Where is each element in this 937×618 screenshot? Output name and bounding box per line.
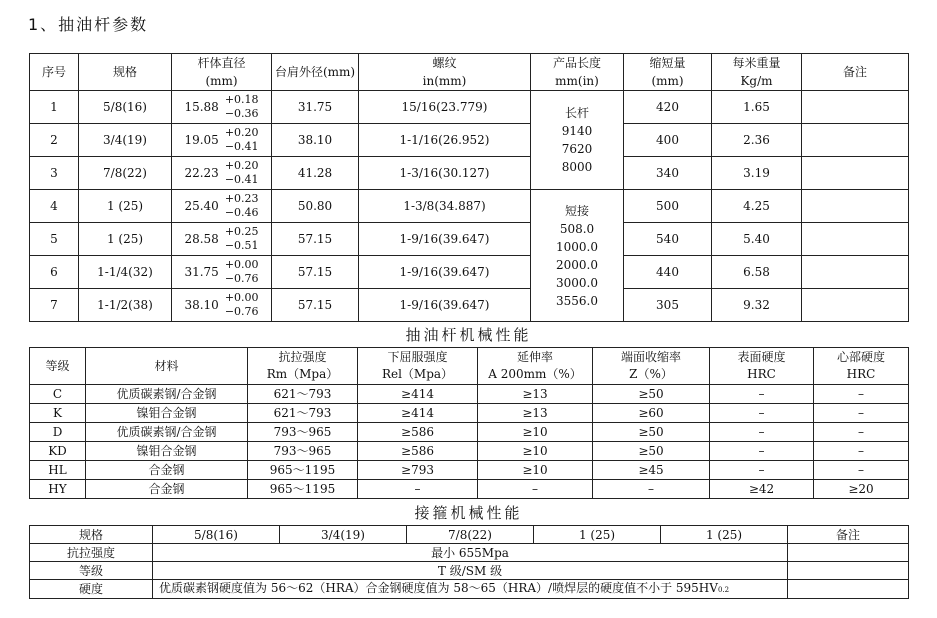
spec-label: 规格 bbox=[30, 526, 153, 544]
table-row bbox=[30, 544, 909, 562]
coupling-props-table bbox=[29, 525, 909, 599]
cell-reduction: ≥50 bbox=[593, 442, 710, 461]
cell-tensile: 621～793 bbox=[248, 404, 358, 423]
cell-length-long: 长杆 9140 7620 8000 bbox=[531, 91, 624, 190]
cell-yield: ≥586 bbox=[358, 423, 478, 442]
cell-note bbox=[802, 124, 909, 157]
cell-surface-hardness: – bbox=[710, 423, 814, 442]
cell-spec: 3/4(19) bbox=[79, 124, 172, 157]
cell-thread: 1-9/16(39.647) bbox=[359, 289, 531, 322]
cell-thread: 1-9/16(39.647) bbox=[359, 256, 531, 289]
cell-spec: 1 (25) bbox=[79, 190, 172, 223]
cell-tensile: 621～793 bbox=[248, 385, 358, 404]
table-row bbox=[30, 442, 909, 461]
cell-core-hardness: – bbox=[814, 385, 909, 404]
cell-material: 优质碳素钢/合金钢 bbox=[86, 385, 248, 404]
header-surface-hardness: 表面硬度 HRC bbox=[710, 348, 814, 385]
cell-grade: HY bbox=[30, 480, 86, 499]
cell-weight: 5.40 bbox=[712, 223, 802, 256]
table-row bbox=[30, 91, 909, 124]
cell-note bbox=[802, 289, 909, 322]
cell-tensile: 965～1195 bbox=[248, 480, 358, 499]
cell-elongation: – bbox=[478, 480, 593, 499]
cell-shoulder: 50.80 bbox=[272, 190, 359, 223]
cell-shortening: 400 bbox=[624, 124, 712, 157]
cell-thread: 1-3/8(34.887) bbox=[359, 190, 531, 223]
header-material: 材料 bbox=[86, 348, 248, 385]
cell-note bbox=[802, 91, 909, 124]
coupling-table-title: 接箍机械性能 bbox=[414, 504, 523, 522]
table-row bbox=[30, 461, 909, 480]
table-row bbox=[30, 385, 909, 404]
cell-note bbox=[802, 157, 909, 190]
cell-spec: 5/8(16) bbox=[79, 91, 172, 124]
cell-weight: 2.36 bbox=[712, 124, 802, 157]
cell-weight: 4.25 bbox=[712, 190, 802, 223]
mech-table-title: 抽油杆机械性能 bbox=[405, 326, 532, 344]
cell-thread: 1-9/16(39.647) bbox=[359, 223, 531, 256]
cell-body-diameter: 25.40 +0.23 −0.46 bbox=[172, 190, 272, 223]
table-row bbox=[30, 124, 909, 157]
cell-weight: 9.32 bbox=[712, 289, 802, 322]
cell-shortening: 440 bbox=[624, 256, 712, 289]
note-label: 备注 bbox=[788, 526, 909, 544]
cell-elongation: ≥13 bbox=[478, 404, 593, 423]
cell-grade: KD bbox=[30, 442, 86, 461]
cell-surface-hardness: – bbox=[710, 404, 814, 423]
cell-yield: ≥586 bbox=[358, 442, 478, 461]
table-header-row bbox=[30, 348, 909, 385]
header-spec: 规格 bbox=[79, 54, 172, 91]
header-no: 序号 bbox=[30, 54, 79, 91]
cell-body-diameter: 15.88 +0.18 −0.36 bbox=[172, 91, 272, 124]
cell-core-hardness: – bbox=[814, 442, 909, 461]
cell-reduction: ≥45 bbox=[593, 461, 710, 480]
cell-spec: 5/8(16) bbox=[153, 526, 280, 544]
cell-shortening: 500 bbox=[624, 190, 712, 223]
cell-shoulder: 57.15 bbox=[272, 256, 359, 289]
cell-yield: – bbox=[358, 480, 478, 499]
cell-shortening: 420 bbox=[624, 91, 712, 124]
cell-spec: 1 (25) bbox=[79, 223, 172, 256]
cell-body-diameter: 19.05 +0.20 −0.41 bbox=[172, 124, 272, 157]
cell-surface-hardness: ≥42 bbox=[710, 480, 814, 499]
cell-elongation: ≥10 bbox=[478, 461, 593, 480]
cell-body-diameter: 22.23 +0.20 −0.41 bbox=[172, 157, 272, 190]
header-thread: 螺纹 in(mm) bbox=[359, 54, 531, 91]
cell-shoulder: 57.15 bbox=[272, 223, 359, 256]
cell-shortening: 340 bbox=[624, 157, 712, 190]
hardness-value: 优质碳素钢硬度值为 56～62（HRA）合金钢硬度值为 58～65（HRA）/喷焊层的硬度值不小于 595HV0.2 bbox=[153, 580, 788, 599]
mech-props-table bbox=[29, 347, 909, 499]
cell-body-diameter: 31.75 +0.00 −0.76 bbox=[172, 256, 272, 289]
cell-material: 镍钼合金钢 bbox=[86, 442, 248, 461]
cell-core-hardness: ≥20 bbox=[814, 480, 909, 499]
cell-spec: 1 (25) bbox=[661, 526, 788, 544]
table-row bbox=[30, 256, 909, 289]
cell-note bbox=[802, 223, 909, 256]
cell-core-hardness: – bbox=[814, 423, 909, 442]
cell-spec: 7/8(22) bbox=[79, 157, 172, 190]
table-row bbox=[30, 423, 909, 442]
cell-material: 合金钢 bbox=[86, 480, 248, 499]
hardness-subscript: 0.2 bbox=[717, 586, 730, 594]
cell-no: 1 bbox=[30, 91, 79, 124]
cell-elongation: ≥10 bbox=[478, 423, 593, 442]
cell-weight: 1.65 bbox=[712, 91, 802, 124]
header-shortening: 缩短量 (mm) bbox=[624, 54, 712, 91]
cell-weight: 3.19 bbox=[712, 157, 802, 190]
cell-no: 2 bbox=[30, 124, 79, 157]
cell-no: 5 bbox=[30, 223, 79, 256]
cell-tensile: 793～965 bbox=[248, 442, 358, 461]
cell-shoulder: 57.15 bbox=[272, 289, 359, 322]
cell-thread: 1-1/16(26.952) bbox=[359, 124, 531, 157]
table-row bbox=[30, 480, 909, 499]
table-row bbox=[30, 289, 909, 322]
cell-shoulder: 41.28 bbox=[272, 157, 359, 190]
cell-no: 6 bbox=[30, 256, 79, 289]
cell-material: 合金钢 bbox=[86, 461, 248, 480]
header-note: 备注 bbox=[802, 54, 909, 91]
rod-params-table bbox=[29, 53, 909, 322]
cell-no: 7 bbox=[30, 289, 79, 322]
table-row bbox=[30, 223, 909, 256]
header-elongation: 延伸率 A 200mm（%） bbox=[478, 348, 593, 385]
cell-shortening: 305 bbox=[624, 289, 712, 322]
cell-shortening: 540 bbox=[624, 223, 712, 256]
cell-length-short: 短接 508.0 1000.0 2000.0 3000.0 3556.0 bbox=[531, 190, 624, 322]
cell-thread: 1-3/16(30.127) bbox=[359, 157, 531, 190]
cell-core-hardness: – bbox=[814, 461, 909, 480]
grade-value: T 级/SM 级 bbox=[153, 562, 788, 580]
cell-surface-hardness: – bbox=[710, 385, 814, 404]
cell-no: 3 bbox=[30, 157, 79, 190]
section-heading: 1、抽油杆参数 bbox=[28, 15, 149, 34]
cell-yield: ≥793 bbox=[358, 461, 478, 480]
cell-note bbox=[788, 562, 909, 580]
header-yield: 下屈服强度 Rel（Mpa） bbox=[358, 348, 478, 385]
cell-reduction: – bbox=[593, 480, 710, 499]
cell-tensile: 965～1195 bbox=[248, 461, 358, 480]
cell-reduction: ≥50 bbox=[593, 423, 710, 442]
cell-material: 优质碳素钢/合金钢 bbox=[86, 423, 248, 442]
cell-shoulder: 38.10 bbox=[272, 124, 359, 157]
cell-spec: 1-1/2(38) bbox=[79, 289, 172, 322]
cell-grade: D bbox=[30, 423, 86, 442]
header-length: 产品长度 mm(in) bbox=[531, 54, 624, 91]
cell-yield: ≥414 bbox=[358, 404, 478, 423]
table-row bbox=[30, 157, 909, 190]
cell-grade: HL bbox=[30, 461, 86, 480]
table-row bbox=[30, 526, 909, 544]
table-row bbox=[30, 404, 909, 423]
cell-body-diameter: 28.58 +0.25 −0.51 bbox=[172, 223, 272, 256]
cell-reduction: ≥50 bbox=[593, 385, 710, 404]
tensile-label: 抗拉强度 bbox=[30, 544, 153, 562]
table-row bbox=[30, 562, 909, 580]
cell-shoulder: 31.75 bbox=[272, 91, 359, 124]
grade-label: 等级 bbox=[30, 562, 153, 580]
cell-note bbox=[802, 190, 909, 223]
cell-spec: 1-1/4(32) bbox=[79, 256, 172, 289]
header-body-diameter: 杆体直径 (mm) bbox=[172, 54, 272, 91]
cell-note bbox=[788, 544, 909, 562]
cell-elongation: ≥10 bbox=[478, 442, 593, 461]
cell-no: 4 bbox=[30, 190, 79, 223]
cell-grade: K bbox=[30, 404, 86, 423]
cell-thread: 15/16(23.779) bbox=[359, 91, 531, 124]
cell-grade: C bbox=[30, 385, 86, 404]
cell-material: 镍钼合金钢 bbox=[86, 404, 248, 423]
cell-tensile: 793～965 bbox=[248, 423, 358, 442]
cell-note bbox=[788, 580, 909, 599]
table-row bbox=[30, 190, 909, 223]
header-weight: 每米重量 Kg/m bbox=[712, 54, 802, 91]
table-row bbox=[30, 580, 909, 599]
header-reduction: 端面收缩率 Z（%） bbox=[593, 348, 710, 385]
cell-surface-hardness: – bbox=[710, 461, 814, 480]
cell-surface-hardness: – bbox=[710, 442, 814, 461]
table-header-row bbox=[30, 54, 909, 91]
cell-weight: 6.58 bbox=[712, 256, 802, 289]
cell-reduction: ≥60 bbox=[593, 404, 710, 423]
cell-spec: 3/4(19) bbox=[280, 526, 407, 544]
cell-elongation: ≥13 bbox=[478, 385, 593, 404]
cell-core-hardness: – bbox=[814, 404, 909, 423]
header-grade: 等级 bbox=[30, 348, 86, 385]
cell-yield: ≥414 bbox=[358, 385, 478, 404]
cell-note bbox=[802, 256, 909, 289]
header-core-hardness: 心部硬度 HRC bbox=[814, 348, 909, 385]
hardness-label: 硬度 bbox=[30, 580, 153, 599]
tensile-value: 最小 655Mpa bbox=[153, 544, 788, 562]
cell-body-diameter: 38.10 +0.00 −0.76 bbox=[172, 289, 272, 322]
header-tensile: 抗拉强度 Rm（Mpa） bbox=[248, 348, 358, 385]
cell-spec: 7/8(22) bbox=[407, 526, 534, 544]
cell-spec: 1 (25) bbox=[534, 526, 661, 544]
header-shoulder-diameter: 台肩外径(mm) bbox=[272, 54, 359, 91]
